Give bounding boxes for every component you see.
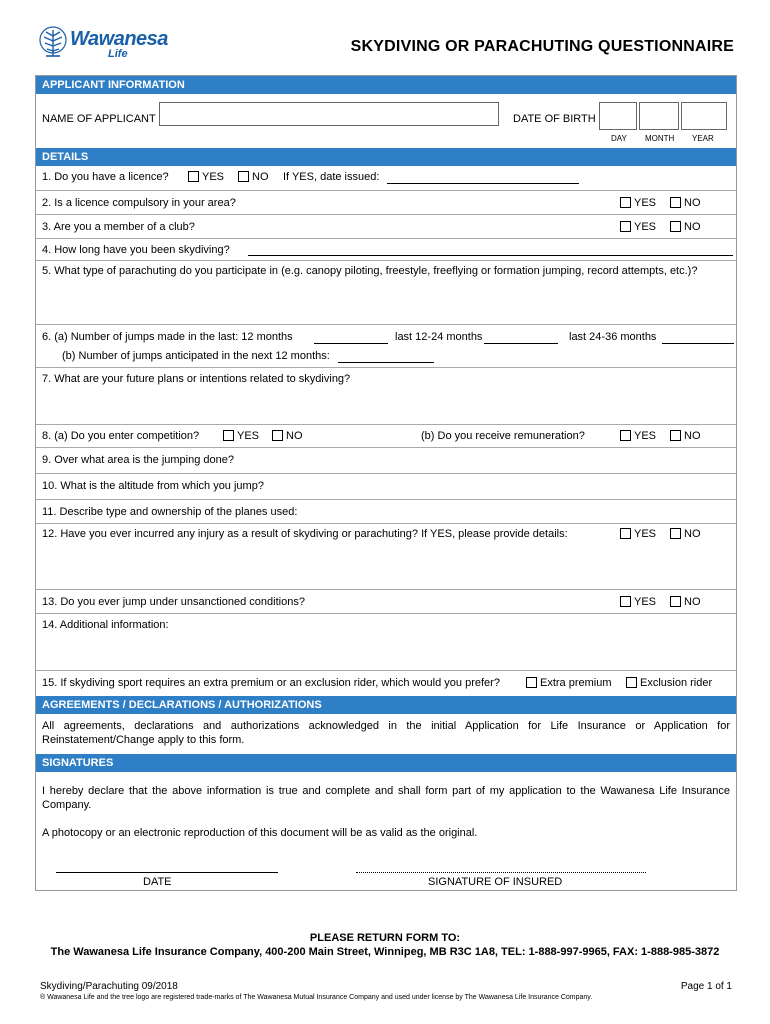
q8a-yes-label: YES: [237, 430, 260, 442]
q6b-field[interactable]: [338, 362, 434, 363]
date-label: DATE: [143, 876, 172, 888]
date-signature-field[interactable]: [56, 872, 278, 873]
return-address: The Wawanesa Life Insurance Company, 400-200 Main Street, Winnipeg, MB R3C 1A8, TEL: 1-888-997-9965, FAX: 1-888-985-3872: [50, 946, 720, 958]
q12-yes-label: YES: [634, 528, 657, 540]
question-3-label: 3. Are you a member of a club?: [42, 221, 195, 233]
dob-month-input[interactable]: [639, 102, 679, 130]
signatures-block: [36, 772, 736, 890]
q3-no-checkbox[interactable]: [670, 221, 681, 232]
question-12-row: [36, 523, 736, 589]
question-10-label: 10. What is the altitude from which you jump?: [42, 480, 264, 492]
section-details: DETAILS: [36, 148, 736, 166]
q2-no-checkbox[interactable]: [670, 197, 681, 208]
q3-yes-option[interactable]: [620, 221, 656, 233]
q3-no-option[interactable]: [670, 221, 701, 233]
section-agreements: AGREEMENTS / DECLARATIONS / AUTHORIZATIONS: [36, 696, 736, 714]
question-5-label: 5. What type of parachuting do you participate in (e.g. canopy piloting, freestyle, freeflying or formation jumping, record attempts, etc.)?: [42, 265, 698, 277]
return-title: PLEASE RETURN FORM TO:: [309, 932, 461, 944]
q13-yes-checkbox[interactable]: [620, 596, 631, 607]
q8b-no-label: NO: [684, 430, 701, 442]
agreements-text: All agreements, declarations and authorizations acknowledged in the initial Application for Life Insurance or Application for Reinstatement/Change apply to this form.: [42, 720, 730, 746]
q1-date-issued-label: If YES, date issued:: [283, 171, 380, 183]
wawanesa-logo: [38, 26, 168, 66]
insured-signature-field[interactable]: [356, 872, 646, 873]
q8a-no-checkbox[interactable]: [272, 430, 283, 441]
q12-yes-option[interactable]: [620, 528, 656, 540]
question-2-row: [36, 190, 736, 214]
question-11-label: 11. Describe type and ownership of the planes used:: [42, 506, 298, 518]
applicant-row: [36, 94, 736, 148]
q15-extra-premium-checkbox[interactable]: [526, 677, 537, 688]
name-of-applicant-input[interactable]: [159, 102, 499, 126]
trademark-notice: ® Wawanesa Life and the tree logo are registered trade-marks of The Wawanesa Mutual Insurance Company and used under license by The Wawanesa Life Insurance Company.: [40, 994, 593, 1001]
question-14-row: [36, 613, 736, 670]
question-6a-label: 6. (a) Number of jumps made in the last: 12 months: [42, 331, 293, 343]
question-13-label: 13. Do you ever jump under unsanctioned conditions?: [42, 596, 305, 608]
q15-exclusion-rider-option[interactable]: [626, 677, 712, 689]
q1-no-option[interactable]: [238, 171, 269, 183]
q13-no-label: NO: [684, 596, 701, 608]
q6a-12-24-label: last 12-24 months: [395, 331, 483, 343]
section-signatures: SIGNATURES: [36, 754, 736, 772]
section-applicant-information: APPLICANT INFORMATION: [36, 76, 736, 94]
q13-yes-option[interactable]: [620, 596, 656, 608]
question-7-row: [36, 367, 736, 424]
q6a-12-24-field[interactable]: [484, 343, 558, 344]
question-15-label: 15. If skydiving sport requires an extra premium or an exclusion rider, which would you prefer?: [42, 677, 500, 689]
q6a-24-36-field[interactable]: [662, 343, 734, 344]
q1-date-issued-field[interactable]: [387, 183, 579, 184]
question-12-label: 12. Have you ever incurred any injury as a result of skydiving or parachuting? If YES, please provide details:: [42, 528, 568, 540]
question-14-label: 14. Additional information:: [42, 619, 169, 631]
q8b-no-option[interactable]: [670, 430, 701, 442]
q13-yes-label: YES: [634, 596, 657, 608]
question-6b-row: [36, 346, 736, 367]
question-5-row: [36, 260, 736, 324]
tree-logo-icon: [38, 26, 68, 60]
q4-answer-field[interactable]: [248, 255, 733, 256]
q8a-yes-checkbox[interactable]: [223, 430, 234, 441]
question-8a-label: 8. (a) Do you enter competition?: [42, 430, 200, 442]
question-10-row: [36, 473, 736, 499]
dob-year-label: YEAR: [692, 134, 714, 143]
question-9-label: 9. Over what area is the jumping done?: [42, 454, 235, 466]
question-15-row: [36, 670, 736, 696]
question-6a-row: [36, 324, 736, 346]
q12-no-label: NO: [684, 528, 701, 540]
q1-yes-label: YES: [202, 171, 225, 183]
q3-yes-label: YES: [634, 221, 657, 233]
q1-no-label: NO: [252, 171, 269, 183]
q2-no-label: NO: [684, 197, 701, 209]
q15-extra-premium-label: Extra premium: [540, 677, 612, 689]
questionnaire-form: [35, 75, 737, 891]
dob-month-label: MONTH: [645, 134, 675, 143]
q8a-no-option[interactable]: [272, 430, 303, 442]
q8a-yes-option[interactable]: [223, 430, 259, 442]
question-7-label: 7. What are your future plans or intentions related to skydiving?: [42, 373, 351, 385]
photocopy-validity-text: A photocopy or an electronic reproduction of this document will be as valid as the original.: [42, 827, 478, 839]
page-number: Page 1 of 1: [680, 981, 732, 992]
question-6b-label: (b) Number of jumps anticipated in the next 12 months:: [62, 350, 330, 362]
q2-yes-checkbox[interactable]: [620, 197, 631, 208]
q2-yes-label: YES: [634, 197, 657, 209]
q8b-yes-label: YES: [634, 430, 657, 442]
form-identifier: Skydiving/Parachuting 09/2018: [40, 981, 178, 992]
q1-no-checkbox[interactable]: [238, 171, 249, 182]
document-title: SKYDIVING OR PARACHUTING QUESTIONNAIRE: [350, 38, 734, 55]
q15-extra-premium-option[interactable]: [526, 677, 612, 689]
question-9-row: [36, 447, 736, 473]
q12-yes-checkbox[interactable]: [620, 528, 631, 539]
q1-yes-option[interactable]: [188, 171, 224, 183]
logo-subtitle: Life: [108, 48, 128, 60]
q8b-yes-option[interactable]: [620, 430, 656, 442]
q15-exclusion-rider-checkbox[interactable]: [626, 677, 637, 688]
q15-exclusion-rider-label: Exclusion rider: [640, 677, 713, 689]
question-8b-label: (b) Do you receive remuneration?: [421, 430, 585, 442]
question-11-row: [36, 499, 736, 523]
q8b-yes-checkbox[interactable]: [620, 430, 631, 441]
question-2-label: 2. Is a licence compulsory in your area?: [42, 197, 236, 209]
q8a-no-label: NO: [286, 430, 303, 442]
q12-no-option[interactable]: [670, 528, 701, 540]
q6a-24-36-label: last 24-36 months: [569, 331, 657, 343]
q3-no-label: NO: [684, 221, 701, 233]
question-8-row: [36, 424, 736, 447]
q13-no-checkbox[interactable]: [670, 596, 681, 607]
dob-day-label: DAY: [611, 134, 627, 143]
q8b-no-checkbox[interactable]: [670, 430, 681, 441]
question-1-label: 1. Do you have a licence?: [42, 171, 169, 183]
q6a-12-months-field[interactable]: [314, 343, 388, 344]
question-4-row: [36, 238, 736, 260]
name-of-applicant-label: NAME OF APPLICANT: [42, 113, 156, 125]
q2-yes-option[interactable]: [620, 197, 656, 209]
question-3-row: [36, 214, 736, 238]
q13-no-option[interactable]: [670, 596, 701, 608]
question-13-row: [36, 589, 736, 613]
dob-year-input[interactable]: [681, 102, 727, 130]
q1-yes-checkbox[interactable]: [188, 171, 199, 182]
q2-no-option[interactable]: [670, 197, 701, 209]
date-of-birth-label: DATE OF BIRTH: [513, 113, 596, 125]
question-1-row: [36, 166, 736, 190]
q12-no-checkbox[interactable]: [670, 528, 681, 539]
q3-yes-checkbox[interactable]: [620, 221, 631, 232]
declaration-text: I hereby declare that the above information is true and complete and shall form part of my application to the Wawanesa Life Insurance Company.: [42, 785, 730, 811]
question-4-label: 4. How long have you been skydiving?: [42, 244, 230, 256]
dob-day-input[interactable]: [599, 102, 637, 130]
signature-of-insured-label: SIGNATURE OF INSURED: [428, 876, 563, 888]
logo-wordmark: Wawanesa: [70, 28, 168, 50]
